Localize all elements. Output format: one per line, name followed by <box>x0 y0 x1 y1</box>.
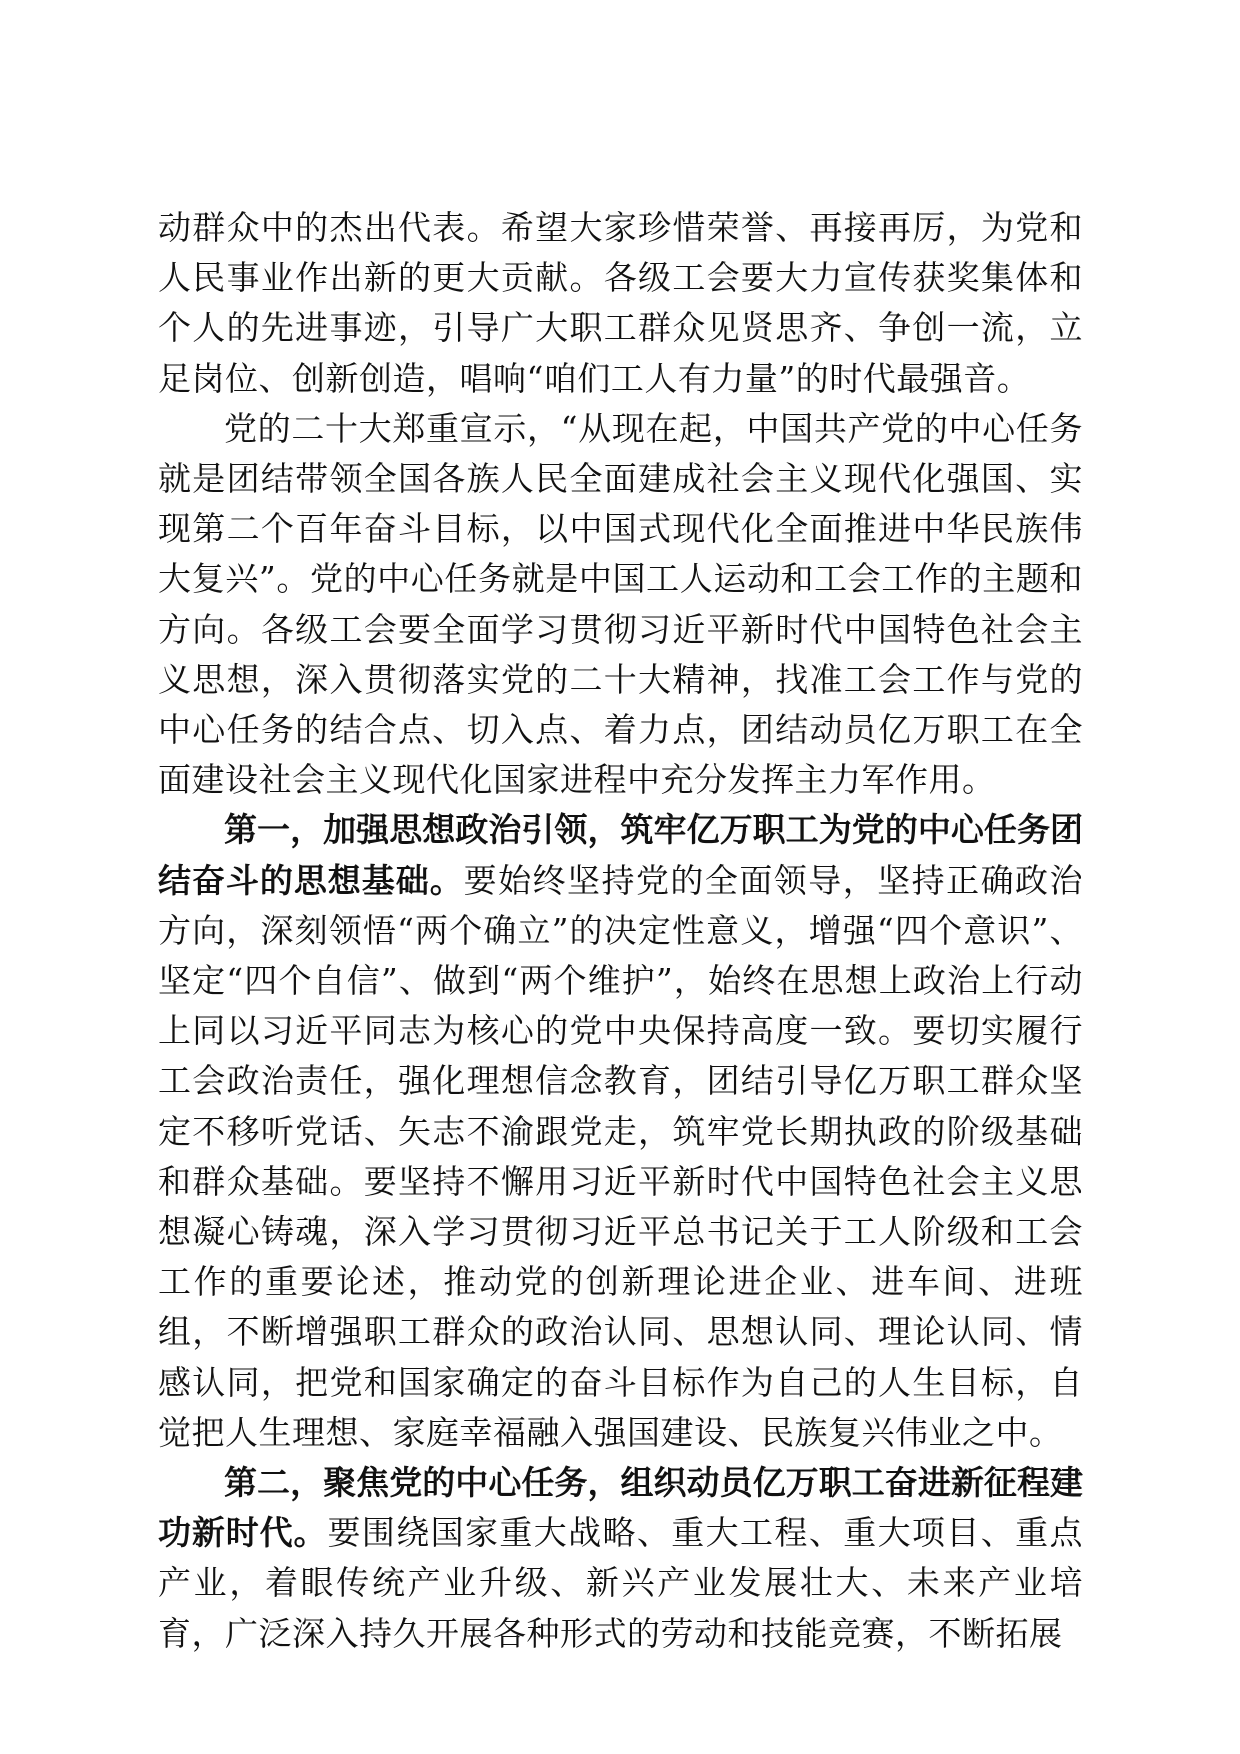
paragraph-point-two <box>158 1458 1083 1659</box>
paragraph-lead-heading: 第一，加强思想政治引领，筑牢亿万职工为党的中心任务团结奋斗的思想基础。 <box>158 810 1083 900</box>
paragraph-lead-heading: 第二，聚焦党的中心任务，组织动员亿万职工奋进新征程建功新时代。 <box>158 1463 1083 1553</box>
paragraph-text: 动群众中的杰出代表。希望大家珍惜荣誉、再接再厉，为党和人民事业作出新的更大贡献。各级工会要大力宣传获奖集体和个人的先进事迹，引导广大职工群众见贤思齐、争创一流，立足岗位、创新创造，唱响“咱们工人有力量”的时代最强音。 <box>158 208 1083 398</box>
paragraph-continuation <box>158 203 1083 404</box>
paragraph-point-one <box>158 805 1083 1458</box>
paragraph-text: 要围绕国家重大战略、重大工程、重大项目、重点产业，着眼传统产业升级、新兴产业发展壮大、未来产业培育，广泛深入持久开展各种形式的劳动和技能竞赛，不断拓展 <box>158 1513 1084 1653</box>
paragraph-text: 党的二十大郑重宣示，“从现在起，中国共产党的中心任务就是团结带领全国各族人民全面建成社会主义现代化强国、实现第二个百年奋斗目标，以中国式现代化全面推进中华民族伟大复兴”。党的中心任务就是中国工人运动和工会工作的主题和方向。各级工会要全面学习贯彻习近平新时代中国特色社会主义思想，深入贯彻落实党的二十大精神，找准工会工作与党的中心任务的结合点、切入点、着力点，团结动员亿万职工在全面建设社会主义现代化国家进程中充分发挥主力军作用。 <box>158 408 1083 800</box>
paragraph-text: 要始终坚持党的全面领导，坚持正确政治方向，深刻领悟“两个确立”的决定性意义，增强“四个意识”、坚定“四个自信”、做到“两个维护”，始终在思想上政治上行动上同以习近平同志为核心的党中央保持高度一致。要切实履行工会政治责任，强化理想信念教育，团结引导亿万职工群众坚定不移听党话、矢志不渝跟党走，筑牢党长期执政的阶级基础和群众基础。要坚持不懈用习近平新时代中国特色社会主义思想凝心铸魂，深入学习贯彻习近平总书记关于工人阶级和工会工作的重要论述，推动党的创新理论进企业、进车间、进班组，不断增强职工群众的政治认同、思想认同、理论认同、情感认同，把党和国家确定的奋斗目标作为自己的人生目标，自觉把人生理想、家庭幸福融入强国建设、民族复兴伟业之中。 <box>158 860 1084 1452</box>
paragraph-central-task <box>158 404 1083 806</box>
document-page <box>158 203 1083 1659</box>
